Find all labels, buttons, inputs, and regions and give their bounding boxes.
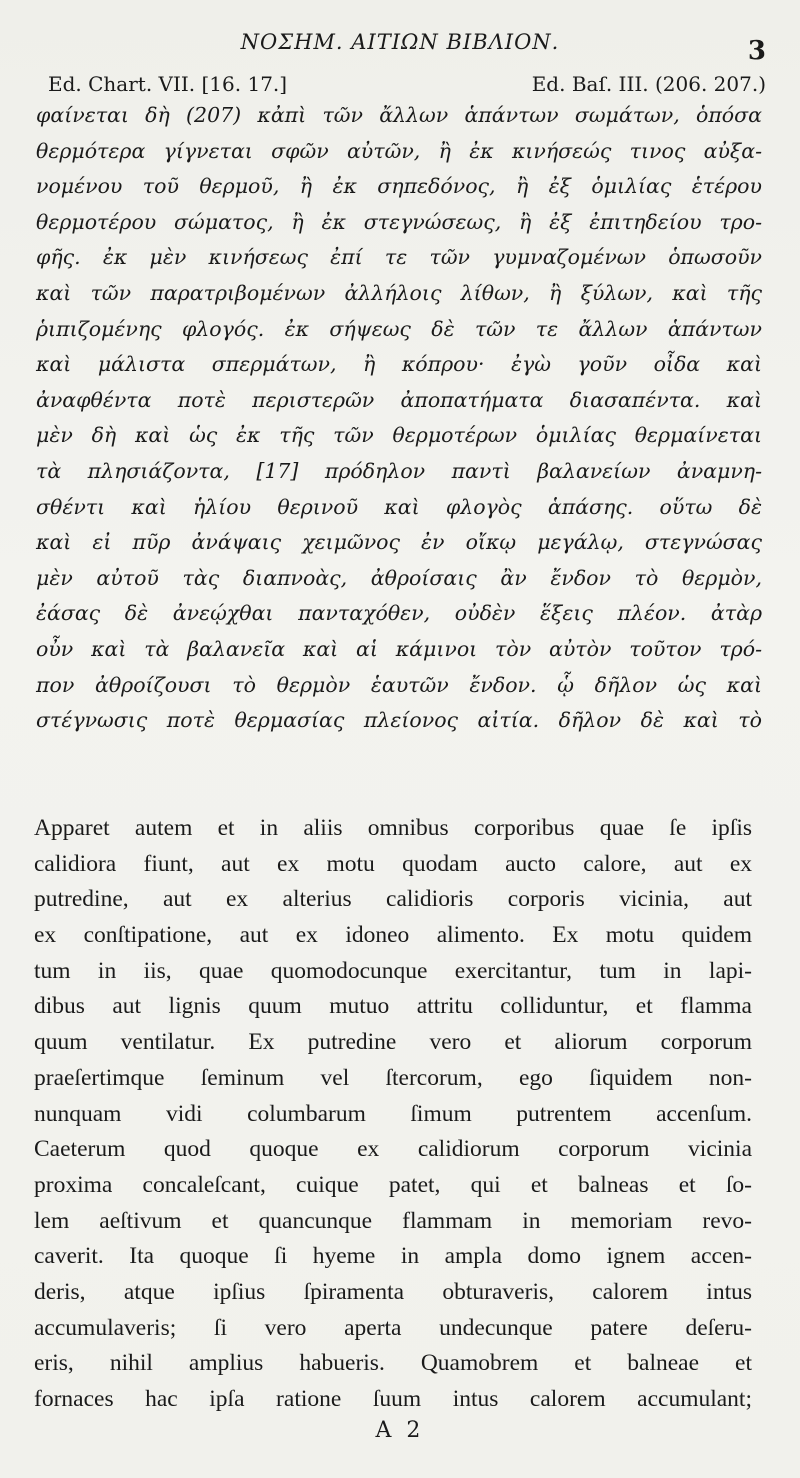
- greek-text-line: θερμοτέρου σώματος, ἢ ἐκ στεγνώσεως, ἢ ἐξ ἐπιτηδείου τρο-: [36, 209, 762, 234]
- edition-reference-left: Ed. Chart. VII. [16. 17.]: [48, 72, 288, 96]
- greek-text-line: καὶ εἰ πῦρ ἀνάψαις χειμῶνος ἐν οἴκῳ μεγάλῳ, στεγνώσας: [36, 530, 762, 555]
- greek-text-line: θερμότερα γίγνεται σφῶν αὐτῶν, ἢ ἐκ κινήσεώς τινος αὐξα-: [36, 138, 762, 163]
- greek-text-line: νομένου τοῦ θερμοῦ, ἢ ἐκ σηπεδόνος, ἢ ἐξ ὁμιλίας ἑτέρου: [36, 174, 762, 199]
- greek-text-line: καὶ τῶν παρατριβομένων ἀλλήλοις λίθων, ἢ ξύλων, καὶ τῆς: [36, 280, 762, 305]
- greek-text-line: τὰ πλησιάζοντα, [17] πρόδηλον παντὶ βαλανείων ἀναμνη-: [36, 458, 762, 483]
- latin-text-line: deris, atque ipſius ſpiramenta obturaveris, calorem intus: [34, 1278, 752, 1305]
- greek-text-block: [36, 98, 762, 739]
- greek-text-line: μὲν δὴ καὶ ὡς ἐκ τῆς τῶν θερμοτέρων ὁμιλίας θερμαίνεται: [36, 423, 762, 448]
- greek-text-line: φαίνεται δὴ (207) κἀπὶ τῶν ἄλλων ἁπάντων σωμάτων, ὁπόσα: [36, 103, 762, 127]
- latin-text-line: nunquam vidi columbarum ſimum putrentem accenſum.: [34, 1100, 752, 1127]
- latin-text-line: Caeterum quod quoque ex calidiorum corporum vicinia: [34, 1136, 752, 1163]
- latin-text-line: lem aeſtivum et quancunque flammam in memoriam revo-: [34, 1207, 752, 1234]
- latin-text-line: praeſertimque ſeminum vel ſtercorum, ego ſiquidem non-: [34, 1064, 752, 1091]
- latin-text-line: fornaces hac ipſa ratione ſuum intus calorem accumulant;: [34, 1386, 752, 1412]
- greek-text-line: μὲν αὐτοῦ τὰς διαπνοὰς, ἀθροίσαις ἂν ἔνδον τὸ θερμὸν,: [36, 565, 762, 590]
- greek-text-line: σθέντι καὶ ἡλίου θερινοῦ καὶ φλογὸς ἁπάσης. οὕτω δὲ: [36, 494, 762, 519]
- latin-text-line: caverit. Ita quoque ſi hyeme in ampla domo ignem accen-: [34, 1243, 752, 1270]
- page-number: 3: [747, 36, 766, 66]
- running-title: ΝΟΣΗΜ. ΑΙΤΙΩΝ ΒΙΒΛΙΟΝ.: [240, 30, 560, 54]
- latin-text-line: accumulaveris; ſi vero aperta undecunque patere deſeru-: [34, 1314, 752, 1341]
- greek-text-line: ἐάσας δὲ ἀνεῴχθαι πανταχόθεν, οὐδὲν ἕξεις πλέον. ἀτὰρ: [36, 601, 762, 626]
- greek-text-line: ῥιπιζομένης φλογός. ἐκ σήψεως δὲ τῶν τε ἄλλων ἁπάντων: [36, 316, 762, 341]
- latin-text-block: [34, 811, 752, 1418]
- latin-text-line: proxima concaleſcant, cuique patet, qui et balneas et ſo-: [34, 1171, 752, 1198]
- greek-text-line: οὖν καὶ τὰ βαλανεῖα καὶ αἱ κάμινοι τὸν αὐτὸν τοῦτον τρό-: [36, 636, 762, 661]
- greek-text-line: στέγνωσις ποτὲ θερμασίας πλείονος αἰτία. δῆλον δὲ καὶ τὸ: [36, 708, 762, 733]
- edition-reference-right: Ed. Baſ. III. (206. 207.): [531, 72, 766, 96]
- latin-text-line: dibus aut lignis quum mutuo attritu colliduntur, et flamma: [34, 993, 752, 1020]
- latin-text-line: tum in iis, quae quomodocunque exercitantur, tum in lapi-: [34, 957, 752, 984]
- latin-text-line: calidiora fiunt, aut ex motu quodam aucto calore, aut ex: [34, 850, 752, 877]
- latin-text-line: ex conſtipatione, aut ex idoneo alimento. Ex motu quidem: [34, 922, 752, 949]
- greek-text-line: ἀναφθέντα ποτὲ περιστερῶν ἀποπατήματα διασαπέντα. καὶ: [36, 387, 762, 412]
- latin-text-line: Apparet autem et in aliis omnibus corporibus quae ſe ipſis: [34, 815, 752, 841]
- signature-mark: A 2: [375, 1418, 425, 1443]
- latin-text-line: putredine, aut ex alterius calidioris corporis vicinia, aut: [34, 886, 752, 913]
- greek-text-line: πον ἀθροίζουσι τὸ θερμὸν ἑαυτῶν ἔνδον. ᾧ δῆλον ὡς καὶ: [36, 672, 762, 697]
- latin-text-line: quum ventilatur. Ex putredine vero et aliorum corporum: [34, 1029, 752, 1056]
- greek-text-line: καὶ μάλιστα σπερμάτων, ἢ κόπρου· ἐγὼ γοῦν οἶδα καὶ: [36, 352, 762, 377]
- latin-text-line: eris, nihil amplius habueris. Quamobrem et balneae et: [34, 1350, 752, 1377]
- greek-text-line: φῆς. ἐκ μὲν κινήσεως ἐπί τε τῶν γυμναζομένων ὁπωσοῦν: [36, 245, 762, 270]
